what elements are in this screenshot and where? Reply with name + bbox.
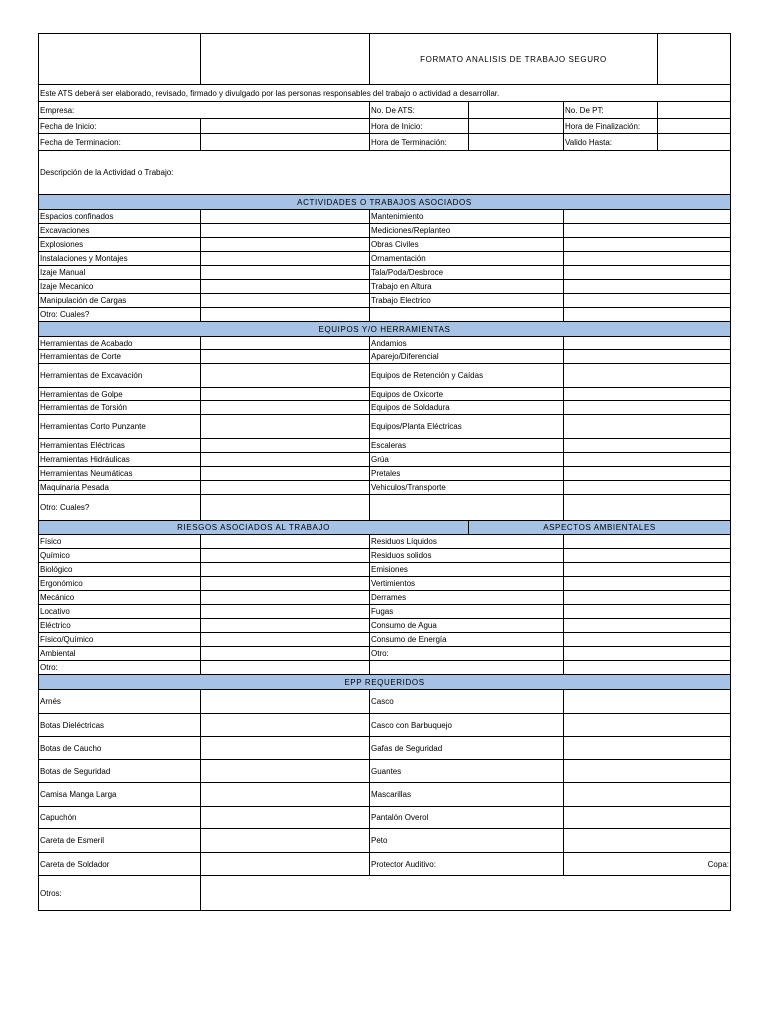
otros-field[interactable] <box>201 876 731 911</box>
riesgos-row <box>39 577 731 591</box>
equipos-item-check[interactable] <box>201 337 370 350</box>
riesgos-row <box>39 661 731 675</box>
epp-item-label: Botas de Caucho <box>39 737 201 760</box>
equipos-row <box>39 467 731 481</box>
actividades-item-label: Tala/Poda/Desbroce <box>370 266 564 280</box>
equipos-item-label: Pretales <box>370 467 564 481</box>
riesgos-item-check[interactable] <box>201 633 370 647</box>
actividades-item-check[interactable] <box>564 238 731 252</box>
equipos-row <box>39 337 731 350</box>
equipos-item-check[interactable] <box>201 350 370 364</box>
epp-item-check[interactable] <box>564 714 731 737</box>
equipos-item-check[interactable] <box>564 439 731 453</box>
form-table <box>38 33 731 911</box>
equipos-row <box>39 495 731 521</box>
epp-item-label: Casco con Barbuquejo <box>370 714 564 737</box>
equipos-item-check[interactable] <box>564 495 731 521</box>
actividades-item-label <box>370 308 564 322</box>
riesgos-item-label: Otro: <box>370 647 564 661</box>
actividades-item-check[interactable] <box>201 238 370 252</box>
epp-title: EPP REQUERIDOS <box>39 675 731 690</box>
equipos-row <box>39 401 731 415</box>
riesgos-row <box>39 535 731 549</box>
equipos-item-check[interactable] <box>564 401 731 415</box>
riesgos-row <box>39 619 731 633</box>
epp-item-label: Arnés <box>39 690 201 714</box>
notice-row <box>39 85 731 102</box>
epp-item-check[interactable] <box>201 853 370 876</box>
notice-text: Este ATS deberá ser elaborado, revisado, firmado y divulgado por las personas responsables del trabajo o actividad a desarrollar. <box>39 85 731 102</box>
riesgos-item-label: Vertimientos <box>370 577 564 591</box>
epp-title-row <box>39 675 731 690</box>
equipos-item-label: Otro: Cuales? <box>39 495 201 521</box>
riesgos-item-label: Físico/Químico <box>39 633 201 647</box>
copa-label: Copa: <box>564 853 731 876</box>
riesgos-item-check[interactable] <box>564 633 731 647</box>
riesgos-item-check[interactable] <box>201 535 370 549</box>
actividades-item-check[interactable] <box>564 266 731 280</box>
equipos-item-check[interactable] <box>564 350 731 364</box>
actividades-item-check[interactable] <box>564 280 731 294</box>
epp-row <box>39 714 731 737</box>
actividades-row <box>39 252 731 266</box>
riesgos-item-check[interactable] <box>201 549 370 563</box>
riesgos-item-label <box>370 661 564 675</box>
actividades-item-check[interactable] <box>201 308 370 322</box>
riesgos-item-check[interactable] <box>201 563 370 577</box>
otros-label: Otros: <box>39 876 201 911</box>
equipos-item-label: Grúa <box>370 453 564 467</box>
riesgos-row <box>39 605 731 619</box>
riesgos-item-check[interactable] <box>564 619 731 633</box>
general-row-1 <box>39 102 731 119</box>
epp-otros-row <box>39 876 731 911</box>
epp-row <box>39 807 731 829</box>
actividades-row <box>39 280 731 294</box>
equipos-item-label: Vehiculos/Transporte <box>370 481 564 495</box>
general-row-3 <box>39 134 731 151</box>
actividades-title-row <box>39 195 731 210</box>
equipos-row <box>39 415 731 439</box>
equipos-item-check[interactable] <box>564 481 731 495</box>
equipos-item-label: Herramientas Neumáticas <box>39 467 201 481</box>
actividades-item-label: Explosiones <box>39 238 201 252</box>
hora-inicio-label: Hora de Inicio: <box>370 119 469 134</box>
equipos-item-label: Herramientas Hidráulicas <box>39 453 201 467</box>
actividades-item-check[interactable] <box>564 252 731 266</box>
equipos-item-label: Equipos/Planta Eléctricas <box>370 415 564 439</box>
equipos-item-label: Escaleras <box>370 439 564 453</box>
riesgos-item-label: Residuos solidos <box>370 549 564 563</box>
form-title: FORMATO ANALISIS DE TRABAJO SEGURO <box>370 34 658 85</box>
fecha-term-field[interactable] <box>201 134 370 151</box>
epp-row <box>39 690 731 714</box>
actividades-item-label: Trabajo Electrico <box>370 294 564 308</box>
actividades-row <box>39 266 731 280</box>
equipos-item-check[interactable] <box>564 364 731 388</box>
epp-item-label: Capuchón <box>39 807 201 829</box>
equipos-row <box>39 364 731 388</box>
equipos-item-check[interactable] <box>201 415 370 439</box>
epp-item-label: Camisa Manga Larga <box>39 783 201 807</box>
actividades-item-label: Mediciones/Replanteo <box>370 224 564 238</box>
riesgos-item-check[interactable] <box>564 661 731 675</box>
equipos-item-label: Aparejo/Diferencial <box>370 350 564 364</box>
epp-item-check[interactable] <box>564 807 731 829</box>
equipos-item-label: Herramientas de Golpe <box>39 388 201 401</box>
riesgos-item-check[interactable] <box>201 647 370 661</box>
riesgos-item-check[interactable] <box>564 549 731 563</box>
code-cell <box>658 34 731 85</box>
riesgos-item-check[interactable] <box>201 605 370 619</box>
aspectos-title: ASPECTOS AMBIENTALES <box>469 521 731 535</box>
empresa-label: Empresa: <box>39 102 370 119</box>
riesgos-item-label: Eléctrico <box>39 619 201 633</box>
actividades-item-label: Izaje Manual <box>39 266 201 280</box>
equipos-item-check[interactable] <box>201 495 370 521</box>
epp-item-label: Casco <box>370 690 564 714</box>
actividades-item-label: Mantenimiento <box>370 210 564 224</box>
equipos-item-check[interactable] <box>201 481 370 495</box>
riesgos-item-label: Derrames <box>370 591 564 605</box>
riesgos-row <box>39 591 731 605</box>
logo-cell <box>39 34 201 85</box>
actividades-item-label: Trabajo en Altura <box>370 280 564 294</box>
fecha-inicio-label: Fecha de Inicio: <box>39 119 201 134</box>
riesgos-item-check[interactable] <box>201 591 370 605</box>
riesgos-row <box>39 563 731 577</box>
riesgos-item-label: Ergonómico <box>39 577 201 591</box>
equipos-item-label: Herramientas de Excavación <box>39 364 201 388</box>
riesgos-row <box>39 549 731 563</box>
epp-row <box>39 829 731 853</box>
valido-label: Valido Hasta: <box>564 134 658 151</box>
epp-item-label: Pantalón Overol <box>370 807 564 829</box>
equipos-item-label: Maquinaria Pesada <box>39 481 201 495</box>
valido-field[interactable] <box>658 134 731 151</box>
actividades-item-check[interactable] <box>201 224 370 238</box>
epp-item-check[interactable] <box>201 714 370 737</box>
equipos-item-check[interactable] <box>201 453 370 467</box>
equipos-title: EQUIPOS Y/O HERRAMIENTAS <box>39 322 731 337</box>
riesgos-item-label: Consumo de Energía <box>370 633 564 647</box>
hora-final-label: Hora de Finalización: <box>564 119 658 134</box>
equipos-item-check[interactable] <box>564 453 731 467</box>
actividades-item-label: Izaje Mecanico <box>39 280 201 294</box>
epp-item-check[interactable] <box>201 783 370 807</box>
epp-item-check[interactable] <box>201 829 370 853</box>
epp-item-check[interactable] <box>201 807 370 829</box>
equipos-item-check[interactable] <box>564 467 731 481</box>
equipos-item-label: Andamios <box>370 337 564 350</box>
equipos-item-check[interactable] <box>564 337 731 350</box>
no-pt-field[interactable] <box>658 102 731 119</box>
riesgos-title: RIESGOS ASOCIADOS AL TRABAJO <box>39 521 469 535</box>
equipos-title-row <box>39 322 731 337</box>
actividades-title: ACTIVIDADES O TRABAJOS ASOCIADOS <box>39 195 731 210</box>
riesgos-row <box>39 647 731 661</box>
riesgos-item-check[interactable] <box>564 577 731 591</box>
riesgos-item-check[interactable] <box>201 619 370 633</box>
equipos-row <box>39 388 731 401</box>
epp-item-check[interactable] <box>201 760 370 783</box>
riesgos-title-row <box>39 521 731 535</box>
riesgos-item-check[interactable] <box>564 647 731 661</box>
epp-item-check[interactable] <box>201 690 370 714</box>
epp-item-label: Guantes <box>370 760 564 783</box>
riesgos-item-label: Mecánico <box>39 591 201 605</box>
riesgos-item-check[interactable] <box>564 591 731 605</box>
actividades-item-label: Otro: Cuales? <box>39 308 201 322</box>
actividades-item-label: Obras Civiles <box>370 238 564 252</box>
riesgos-item-label: Emisiones <box>370 563 564 577</box>
equipos-row <box>39 453 731 467</box>
actividades-item-check[interactable] <box>201 210 370 224</box>
blank-cell <box>201 34 370 85</box>
riesgos-item-check[interactable] <box>201 661 370 675</box>
ats-form <box>38 33 730 911</box>
actividades-row <box>39 210 731 224</box>
equipos-item-label <box>370 495 564 521</box>
equipos-item-check[interactable] <box>564 415 731 439</box>
epp-row <box>39 737 731 760</box>
actividades-row <box>39 238 731 252</box>
equipos-row <box>39 481 731 495</box>
hora-inicio-field[interactable] <box>469 119 564 134</box>
epp-item-check[interactable] <box>201 737 370 760</box>
actividades-row <box>39 308 731 322</box>
form-body <box>39 34 731 911</box>
riesgos-item-label: Otro: <box>39 661 201 675</box>
riesgos-item-check[interactable] <box>564 563 731 577</box>
riesgos-item-check[interactable] <box>564 535 731 549</box>
descripcion-field[interactable]: Descripción de la Actividad o Trabajo: <box>39 151 731 195</box>
equipos-item-check[interactable] <box>201 467 370 481</box>
riesgos-item-label: Ambiental <box>39 647 201 661</box>
riesgos-item-label: Residuos Líquidos <box>370 535 564 549</box>
epp-item-label: Botas Dieléctricas <box>39 714 201 737</box>
fecha-inicio-field[interactable] <box>201 119 370 134</box>
epp-item-label: Botas de Seguridad <box>39 760 201 783</box>
actividades-item-check[interactable] <box>201 294 370 308</box>
equipos-row <box>39 439 731 453</box>
equipos-item-label: Herramientas de Corte <box>39 350 201 364</box>
riesgos-row <box>39 633 731 647</box>
actividades-item-check[interactable] <box>564 210 731 224</box>
epp-row <box>39 853 731 876</box>
actividades-item-check[interactable] <box>201 266 370 280</box>
riesgos-item-label: Fugas <box>370 605 564 619</box>
epp-item-label: Protector Auditivo: <box>370 853 564 876</box>
title-row <box>39 34 731 85</box>
equipos-item-label: Herramientas de Acabado <box>39 337 201 350</box>
epp-row <box>39 783 731 807</box>
epp-row <box>39 760 731 783</box>
actividades-item-label: Manipulación de Cargas <box>39 294 201 308</box>
actividades-item-check[interactable] <box>564 308 731 322</box>
general-row-2 <box>39 119 731 134</box>
equipos-item-check[interactable] <box>201 439 370 453</box>
equipos-item-label: Herramientas Corto Punzante <box>39 415 201 439</box>
riesgos-item-label: Físico <box>39 535 201 549</box>
no-pt-label: No. De PT: <box>564 102 658 119</box>
epp-item-label: Gafas de Seguridad <box>370 737 564 760</box>
epp-item-label: Mascarillas <box>370 783 564 807</box>
equipos-row <box>39 350 731 364</box>
equipos-item-label: Herramientas de Torsión <box>39 401 201 415</box>
equipos-item-check[interactable] <box>201 401 370 415</box>
riesgos-item-label: Químico <box>39 549 201 563</box>
actividades-item-check[interactable] <box>564 224 731 238</box>
riesgos-item-label: Locativo <box>39 605 201 619</box>
riesgos-item-label: Consumo de Agua <box>370 619 564 633</box>
actividades-item-check[interactable] <box>564 294 731 308</box>
riesgos-item-check[interactable] <box>564 605 731 619</box>
actividades-item-label: Excavaciones <box>39 224 201 238</box>
equipos-item-check[interactable] <box>564 388 731 401</box>
epp-item-check[interactable] <box>564 829 731 853</box>
actividades-item-label: Instalaciones y Montajes <box>39 252 201 266</box>
epp-item-label: Careta de Soldador <box>39 853 201 876</box>
actividades-item-check[interactable] <box>201 280 370 294</box>
epp-item-check[interactable] <box>564 783 731 807</box>
equipos-item-label: Herramientas Eléctricas <box>39 439 201 453</box>
actividades-row <box>39 224 731 238</box>
equipos-item-label: Equipos de Oxicorte <box>370 388 564 401</box>
equipos-item-label: Equipos de Soldadura <box>370 401 564 415</box>
epp-item-label: Peto <box>370 829 564 853</box>
descripcion-row <box>39 151 731 195</box>
riesgos-item-check[interactable] <box>201 577 370 591</box>
equipos-item-label: Equipos de Retención y Caídas <box>370 364 564 388</box>
actividades-item-check[interactable] <box>201 252 370 266</box>
epp-item-check[interactable] <box>564 737 731 760</box>
no-ats-field[interactable] <box>469 102 564 119</box>
actividades-item-label: Ornamentación <box>370 252 564 266</box>
epp-item-label: Careta de Esmeril <box>39 829 201 853</box>
epp-item-check[interactable] <box>564 690 731 714</box>
equipos-item-check[interactable] <box>201 364 370 388</box>
epp-item-check[interactable] <box>564 760 731 783</box>
hora-term-label: Hora de Terminación: <box>370 134 469 151</box>
hora-term-field[interactable] <box>469 134 564 151</box>
equipos-item-check[interactable] <box>201 388 370 401</box>
fecha-term-label: Fecha de Terminacion: <box>39 134 201 151</box>
actividades-item-label: Espacios confinados <box>39 210 201 224</box>
riesgos-item-label: Biológico <box>39 563 201 577</box>
no-ats-label: No. De ATS: <box>370 102 469 119</box>
hora-final-field[interactable] <box>658 119 731 134</box>
actividades-row <box>39 294 731 308</box>
